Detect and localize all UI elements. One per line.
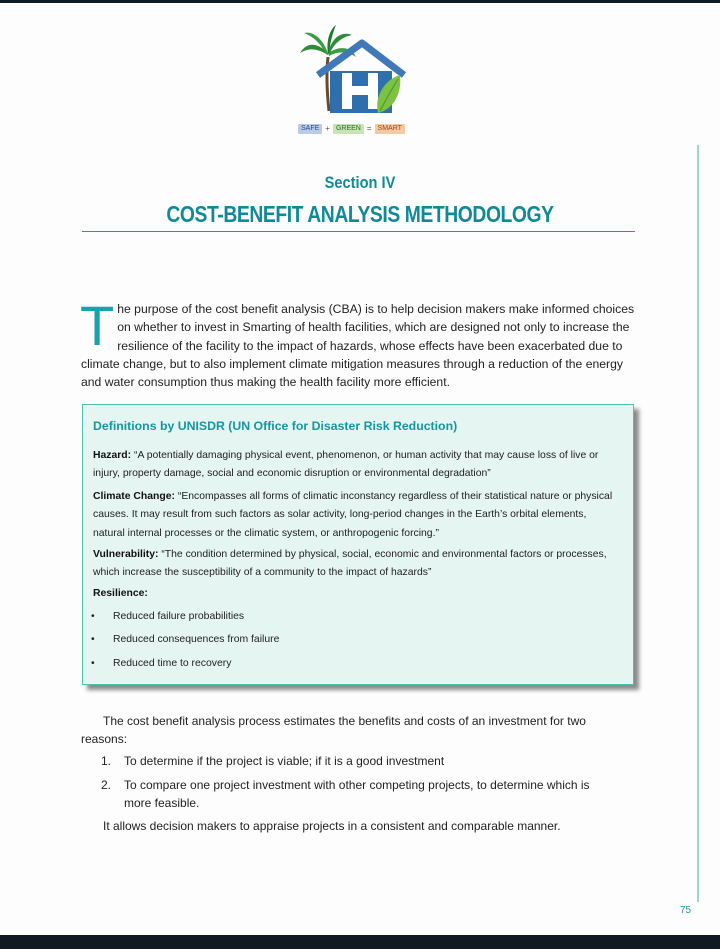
tag-safe: SAFE (298, 124, 322, 134)
list-item (91, 634, 279, 645)
section-label: Section IV (324, 173, 396, 192)
text-climate-change: “Encompasses all forms of climatic inconstancy regardless of their statistical nature or physical causes. It may result from such factors as solar activity, long-period changes in the Earth’s orbital elements, natural internal processes or the climatic system, or anthropogenic forcing.” (93, 491, 613, 539)
list-item (101, 752, 621, 770)
definitions-box (82, 404, 634, 685)
definition-hazard (93, 447, 618, 484)
reason-text: To determine if the project is viable; if it is a good investment (124, 754, 445, 768)
logo-tagline (298, 123, 405, 134)
text-hazard: “A potentially damaging physical event, phenomenon, or human activity that may cause loss of live or injury, property damage, social and economic disruption or environmental degradation” (93, 450, 599, 480)
definitions-title: Definitions by UNISDR (UN Office for Disaster Risk Reduction) (93, 419, 458, 433)
list-item (101, 776, 621, 812)
bottom-bar (0, 935, 720, 949)
term-hazard: Hazard: (93, 450, 132, 461)
reason-text: To compare one project investment with other competing projects, to determine which is more feasible. (124, 778, 590, 810)
resilience-item: Reduced consequences from failure (113, 634, 280, 645)
definition-climate-change (93, 488, 618, 543)
bullet-icon: • (91, 658, 95, 669)
bullet-icon: • (91, 611, 95, 622)
drop-cap: T (80, 294, 115, 357)
list-item (91, 658, 231, 669)
margin-rule (697, 145, 699, 902)
palm-house-logo (296, 23, 416, 115)
list-number: 2. (101, 778, 112, 792)
closing-paragraph: It allows decision makers to appraise projects in a consistent and comparable manner. (103, 819, 561, 833)
definition-vulnerability (93, 546, 618, 583)
title-divider (82, 231, 635, 232)
resilience-item: Reduced time to recovery (113, 658, 232, 669)
resilience-item: Reduced failure probabilities (113, 611, 245, 622)
document-page (0, 3, 720, 935)
equals-sign: = (366, 124, 372, 133)
text-vulnerability: “The condition determined by physical, social, economic and environmental factors or processes, which increase the susceptibility of a community to the impact of hazards” (93, 549, 607, 579)
intro-paragraph (80, 294, 636, 391)
page-number: 75 (680, 905, 692, 916)
tag-green: GREEN (333, 124, 364, 134)
list-number: 1. (101, 754, 112, 768)
intro-text: he purpose of the cost benefit analysis (CBA) is to help decision makers make informed choices on whether to invest in Smarting of health facilities, which are designed not only to increase the resilience of the facility to the impact of hazards, whose effects have been exacerbated due to climate change, but to also implement climate mitigation measures through a reduction of the energy and water consumption thus making the health facility more efficient. (81, 302, 635, 390)
tag-smart: SMART (375, 124, 405, 134)
term-climate-change: Climate Change: (93, 491, 175, 502)
page-title: COST-BENEFIT ANALYSIS METHODOLOGY (166, 201, 554, 227)
term-vulnerability: Vulnerability: (93, 549, 159, 560)
bullet-icon: • (91, 634, 95, 645)
process-paragraph: The cost benefit analysis process estimates the benefits and costs of an investment for two reasons: (81, 714, 586, 746)
plus-sign: + (325, 124, 330, 133)
list-item (91, 611, 244, 622)
term-resilience: Resilience: (93, 588, 148, 599)
